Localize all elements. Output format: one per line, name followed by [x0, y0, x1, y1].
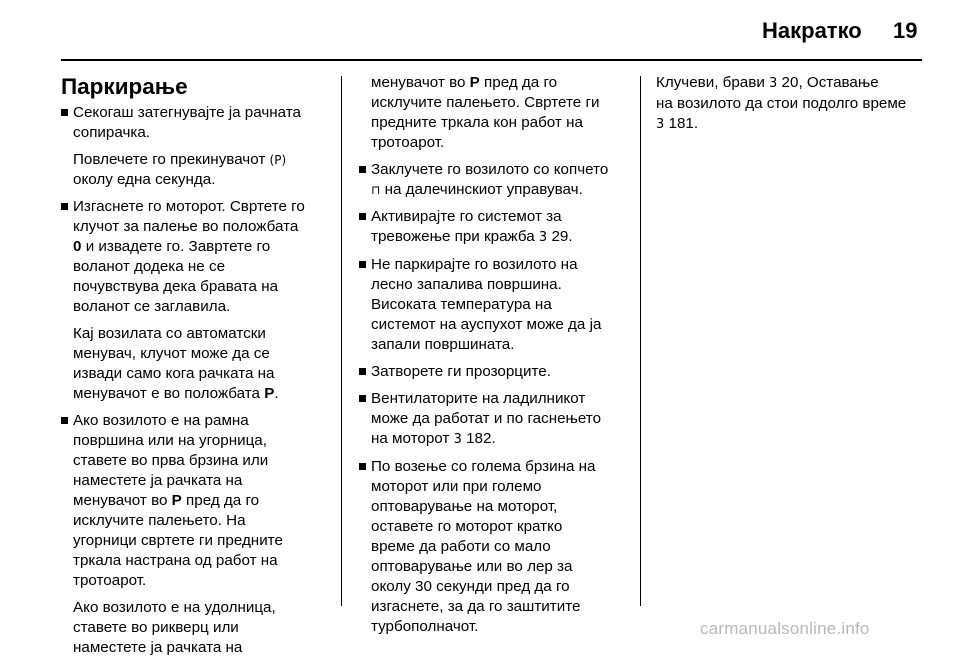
para-automatic: [61, 324, 336, 404]
text-line: може да работат и по гаснењето: [371, 410, 602, 427]
para-downhill: [61, 598, 336, 658]
page-reference-icon: 3: [769, 76, 778, 91]
para-continued: [359, 73, 634, 153]
text-line: системот на ауспухот може да ја: [371, 316, 602, 333]
text-line: наместете ја рачката на: [73, 472, 243, 489]
text-line: исклучите палењето. Свртете ги: [371, 94, 600, 111]
text-line: оптоварување или во лер за: [371, 558, 573, 575]
text-line: извади само кога рачката на: [73, 365, 275, 382]
page-reference[interactable]: 20, Оставање: [781, 74, 879, 91]
text-line: исклучите палењето. На: [73, 512, 246, 529]
bullet-alarm: [359, 207, 634, 248]
text-line: клучот за палење во положбата: [73, 218, 299, 235]
text-line: предните тркала кон работ на: [371, 114, 583, 131]
text-line: Заклучете го возилото со копчето: [371, 161, 609, 178]
text-line: Активирајте го системот за: [371, 208, 562, 225]
text-line: Вентилаторите на ладилникот: [371, 390, 586, 407]
position-label: 0: [73, 238, 82, 255]
text-line: турбополначот.: [371, 618, 479, 635]
text-line: и извадете го. Завртете го: [85, 238, 271, 255]
position-label: P: [171, 492, 182, 509]
bullet-handbrake: [61, 103, 336, 143]
text-line: околу 30 секунди пред да го: [371, 578, 570, 595]
lock-icon: ⊓: [371, 183, 381, 197]
text-line: пред да го: [186, 492, 260, 509]
text-line: Ако возилото е на удолница,: [73, 599, 276, 616]
text-line: Затворете ги прозорците.: [371, 363, 551, 380]
text-line: Повлечете го прекинувачот: [73, 151, 266, 168]
bullet-lock: [359, 160, 634, 200]
column-3: [656, 73, 931, 142]
text-line: оптоварување на моторот,: [371, 498, 558, 515]
page-reference-icon: 3: [656, 117, 665, 132]
text-line: менувачот во: [73, 492, 168, 509]
text-line: на далечинскиот управувач.: [384, 181, 583, 198]
text-line: Не паркирајте го возилото на: [371, 256, 578, 273]
header-title: Накратко: [762, 18, 862, 43]
text-line: .: [274, 385, 279, 402]
page-reference[interactable]: 181.: [668, 115, 699, 132]
text-line: пред да го: [484, 74, 558, 91]
bullet-fans: [359, 389, 634, 450]
text-line: наместете ја рачката на: [73, 639, 243, 656]
text-line: угорници свртете ги предните: [73, 532, 283, 549]
text-line: менувачот е во положбата: [73, 385, 260, 402]
text-line: на возилото да стои подолго време: [656, 95, 907, 112]
page-reference[interactable]: 182.: [466, 430, 496, 447]
text-line: тревожење при кражба: [371, 228, 535, 245]
bullet-flammable: [359, 255, 634, 355]
para-see-also: [656, 73, 931, 135]
text-line: ставете во рикверц или: [73, 619, 239, 636]
text-line: ставете во прва брзина или: [73, 452, 269, 469]
text-line: Кај возилата со автоматски: [73, 325, 266, 342]
header-rule: [61, 59, 922, 61]
parking-brake-icon: (P): [269, 153, 287, 167]
text-line: менувач, клучот може да се: [73, 345, 270, 362]
column-divider-2: [640, 76, 641, 606]
text-line: тркала настрана од работ на: [73, 552, 278, 569]
section-title: Паркирање: [61, 74, 188, 99]
text-line: моторот или при големо: [371, 478, 542, 495]
text-line: лесно запалива површина.: [371, 276, 562, 293]
text-line: Ако возилото е на рамна: [73, 412, 249, 429]
text-line: време да работи со мало: [371, 538, 551, 555]
watermark: carmanualsonline.info: [700, 619, 870, 638]
text-line: оставете го моторот кратко: [371, 518, 563, 535]
text-line: Секогаш затегнувајте ја рачната: [73, 104, 301, 121]
page-number: 19: [893, 18, 918, 43]
position-label: P: [264, 385, 275, 402]
bullet-turbo: [359, 457, 634, 637]
text-line: Изгаснете го моторот. Свртете го: [73, 198, 305, 215]
text-line: запали површината.: [371, 336, 515, 353]
text-line: тротоарот.: [371, 134, 445, 151]
text-line: воланот додека не се: [73, 258, 226, 275]
text-line: Високата температура на: [371, 296, 552, 313]
position-label: P: [469, 74, 480, 91]
column-divider-1: [341, 76, 342, 606]
text-line: По возење со голема брзина на: [371, 458, 596, 475]
bullet-level-uphill: [61, 411, 336, 591]
text-line: почувствува дека бравата на: [73, 278, 279, 295]
page-reference-icon: 3: [453, 432, 462, 447]
text-line: изгаснете, за да го заштитите: [371, 598, 581, 615]
text-line: сопирачка.: [73, 124, 151, 141]
text-line: површина или на угорница,: [73, 432, 267, 449]
text-line: Клучеви, брави: [656, 74, 765, 91]
column-2: [359, 73, 634, 644]
para-switch: [61, 150, 336, 190]
text-line: менувачот во: [371, 74, 466, 91]
page-reference-icon: 3: [538, 230, 548, 245]
page-reference[interactable]: 29.: [551, 228, 573, 245]
bullet-windows: [359, 362, 634, 382]
text-line: тротоарот.: [73, 572, 147, 589]
column-1: [61, 73, 336, 665]
bullet-engine-off: [61, 197, 336, 317]
text-line: на моторот: [371, 430, 450, 447]
text-line: воланот се заглавила.: [73, 298, 231, 315]
text-line: околу една секунда.: [73, 171, 216, 188]
